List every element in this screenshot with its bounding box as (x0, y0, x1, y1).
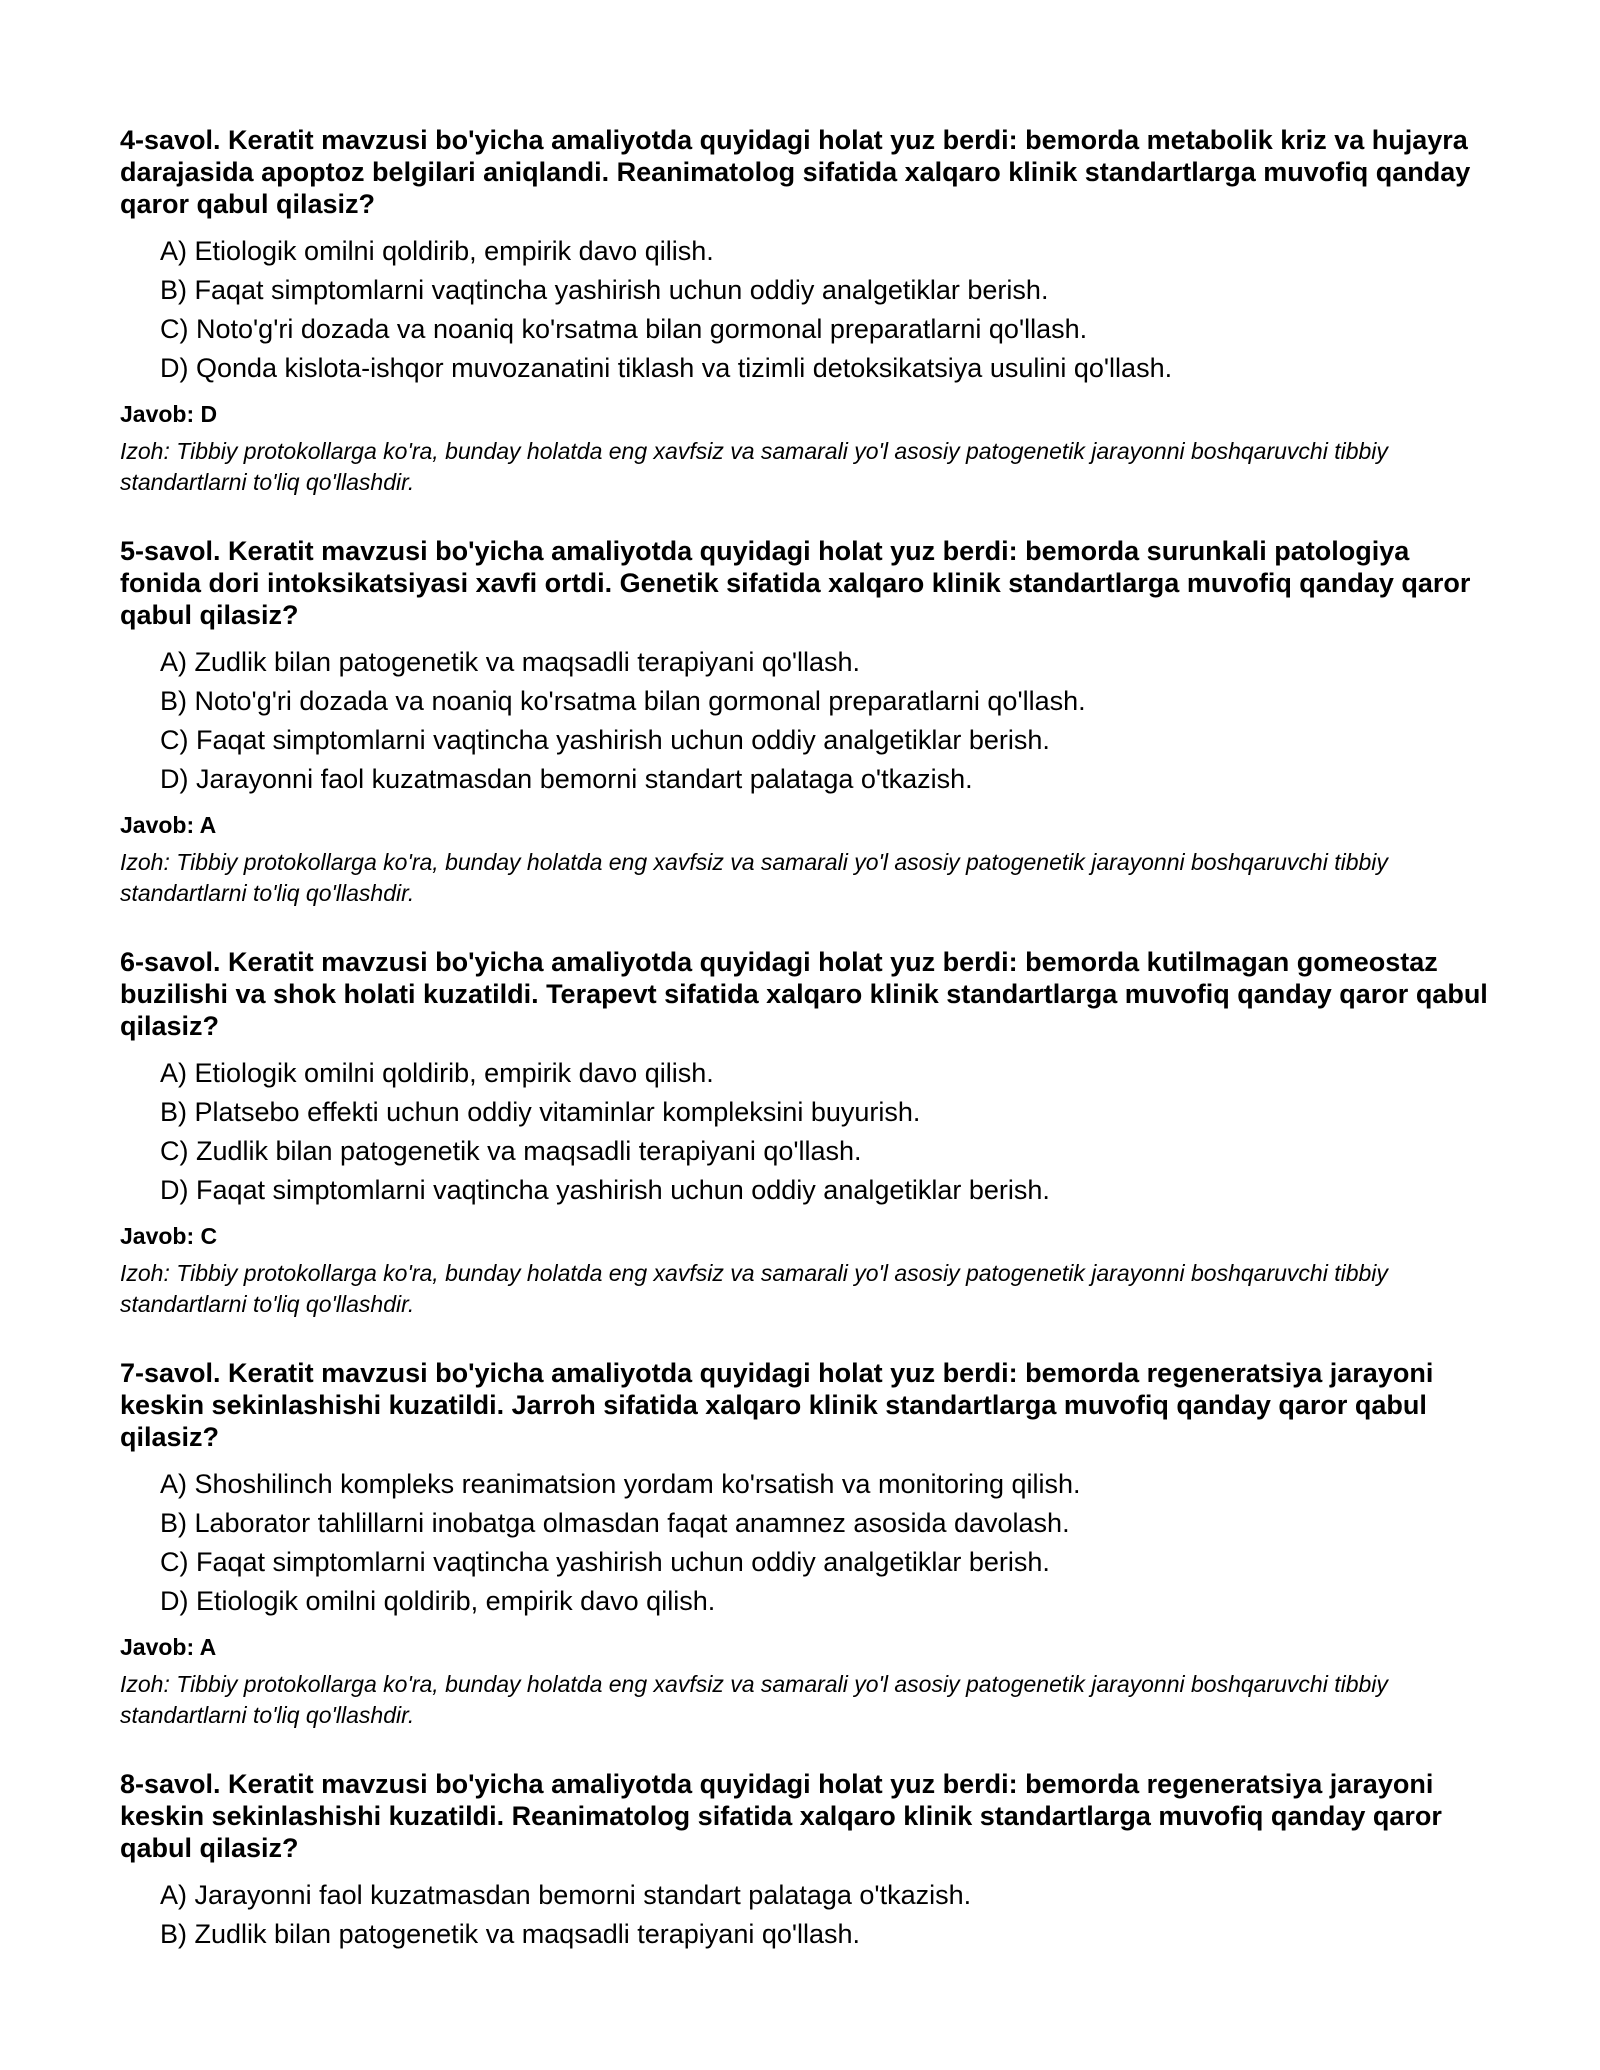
question-title: 7-savol. Keratit mavzusi bo'yicha amaliyotda quyidagi holat yuz berdi: bemorda regeneratsiya jarayoni keskin sekinlashishi kuzatildi. Jarroh sifatida xalqaro klinik standartlarga muvofiq qanday qaror qabul qilasiz? (120, 1358, 1434, 1452)
answer-label: Javob: C (120, 1223, 218, 1249)
option-b: B) Noto'g'ri dozada va noaniq ko'rsatma bilan gormonal preparatlarni qo'llash. (160, 686, 1086, 716)
option-a: A) Etiologik omilni qoldirib, empirik davo qilish. (160, 236, 714, 266)
option-d: D) Etiologik omilni qoldirib, empirik davo qilish. (160, 1586, 716, 1616)
option-a: A) Etiologik omilni qoldirib, empirik davo qilish. (160, 1058, 714, 1088)
option-a: A) Jarayonni faol kuzatmasdan bemorni standart palataga o'tkazish. (160, 1880, 972, 1910)
question-title: 6-savol. Keratit mavzusi bo'yicha amaliyotda quyidagi holat yuz berdi: bemorda kutilmagan gomeostaz buzilishi va shok holati kuzatildi. Terapevt sifatida xalqaro klinik standartlarga muvofiq qanday qaror qabul qilasiz? (120, 947, 1488, 1041)
options-list (160, 643, 1490, 799)
question-4 (120, 124, 1490, 498)
explanation-note: Izoh: Tibbiy protokollarga ko'ra, bunday holatda eng xavfsiz va samarali yo'l asosiy patogenetik jarayonni boshqaruvchi tibbiy standartlarni to'liq qo'llashdir. (120, 438, 1388, 495)
option-a: A) Shoshilinch kompleks reanimatsion yordam ko'rsatish va monitoring qilish. (160, 1469, 1081, 1499)
explanation-note: Izoh: Tibbiy protokollarga ko'ra, bunday holatda eng xavfsiz va samarali yo'l asosiy patogenetik jarayonni boshqaruvchi tibbiy standartlarni to'liq qo'llashdir. (120, 849, 1388, 906)
question-5 (120, 535, 1490, 909)
answer-label: Javob: A (120, 812, 217, 838)
answer-label: Javob: D (120, 401, 218, 427)
question-title: 8-savol. Keratit mavzusi bo'yicha amaliyotda quyidagi holat yuz berdi: bemorda regeneratsiya jarayoni keskin sekinlashishi kuzatildi. Reanimatolog sifatida xalqaro klinik standartlarga muvofiq qanday qaror qabul qilasiz? (120, 1769, 1442, 1863)
options-list (160, 232, 1490, 388)
options-list (160, 1465, 1490, 1621)
option-b: B) Zudlik bilan patogenetik va maqsadli terapiyani qo'llash. (160, 1919, 861, 1949)
option-d: D) Qonda kislota-ishqor muvozanatini tiklash va tizimli detoksikatsiya usulini qo'llash. (160, 353, 1173, 383)
explanation-note: Izoh: Tibbiy protokollarga ko'ra, bunday holatda eng xavfsiz va samarali yo'l asosiy patogenetik jarayonni boshqaruvchi tibbiy standartlarni to'liq qo'llashdir. (120, 1260, 1388, 1317)
question-8 (120, 1768, 1490, 1954)
question-6 (120, 946, 1490, 1320)
option-c: C) Faqat simptomlarni vaqtincha yashirish uchun oddiy analgetiklar berish. (160, 725, 1050, 755)
option-b: B) Platsebo effekti uchun oddiy vitaminlar kompleksini buyurish. (160, 1097, 921, 1127)
option-b: B) Faqat simptomlarni vaqtincha yashirish uchun oddiy analgetiklar berish. (160, 275, 1049, 305)
option-d: D) Faqat simptomlarni vaqtincha yashirish uchun oddiy analgetiklar berish. (160, 1175, 1050, 1205)
document-page (120, 124, 1490, 1991)
option-a: A) Zudlik bilan patogenetik va maqsadli terapiyani qo'llash. (160, 647, 861, 677)
options-list (160, 1054, 1490, 1210)
option-c: C) Faqat simptomlarni vaqtincha yashirish uchun oddiy analgetiklar berish. (160, 1547, 1050, 1577)
option-c: C) Noto'g'ri dozada va noaniq ko'rsatma bilan gormonal preparatlarni qo'llash. (160, 314, 1088, 344)
explanation-note: Izoh: Tibbiy protokollarga ko'ra, bunday holatda eng xavfsiz va samarali yo'l asosiy patogenetik jarayonni boshqaruvchi tibbiy standartlarni to'liq qo'llashdir. (120, 1671, 1388, 1728)
option-c: C) Zudlik bilan patogenetik va maqsadli terapiyani qo'llash. (160, 1136, 862, 1166)
question-7 (120, 1357, 1490, 1731)
option-b: B) Laborator tahlillarni inobatga olmasdan faqat anamnez asosida davolash. (160, 1508, 1070, 1538)
option-d: D) Jarayonni faol kuzatmasdan bemorni standart palataga o'tkazish. (160, 764, 973, 794)
options-list (160, 1876, 1490, 1954)
answer-label: Javob: A (120, 1634, 217, 1660)
question-title: 4-savol. Keratit mavzusi bo'yicha amaliyotda quyidagi holat yuz berdi: bemorda metabolik kriz va hujayra darajasida apoptoz belgilari aniqlandi. Reanimatolog sifatida xalqaro klinik standartlarga muvofiq qanday qaror qabul qilasiz? (120, 125, 1471, 219)
question-title: 5-savol. Keratit mavzusi bo'yicha amaliyotda quyidagi holat yuz berdi: bemorda surunkali patologiya fonida dori intoksikatsiyasi xavfi ortdi. Genetik sifatida xalqaro klinik standartlarga muvofiq qanday qaror qabul qilasiz? (120, 536, 1471, 630)
